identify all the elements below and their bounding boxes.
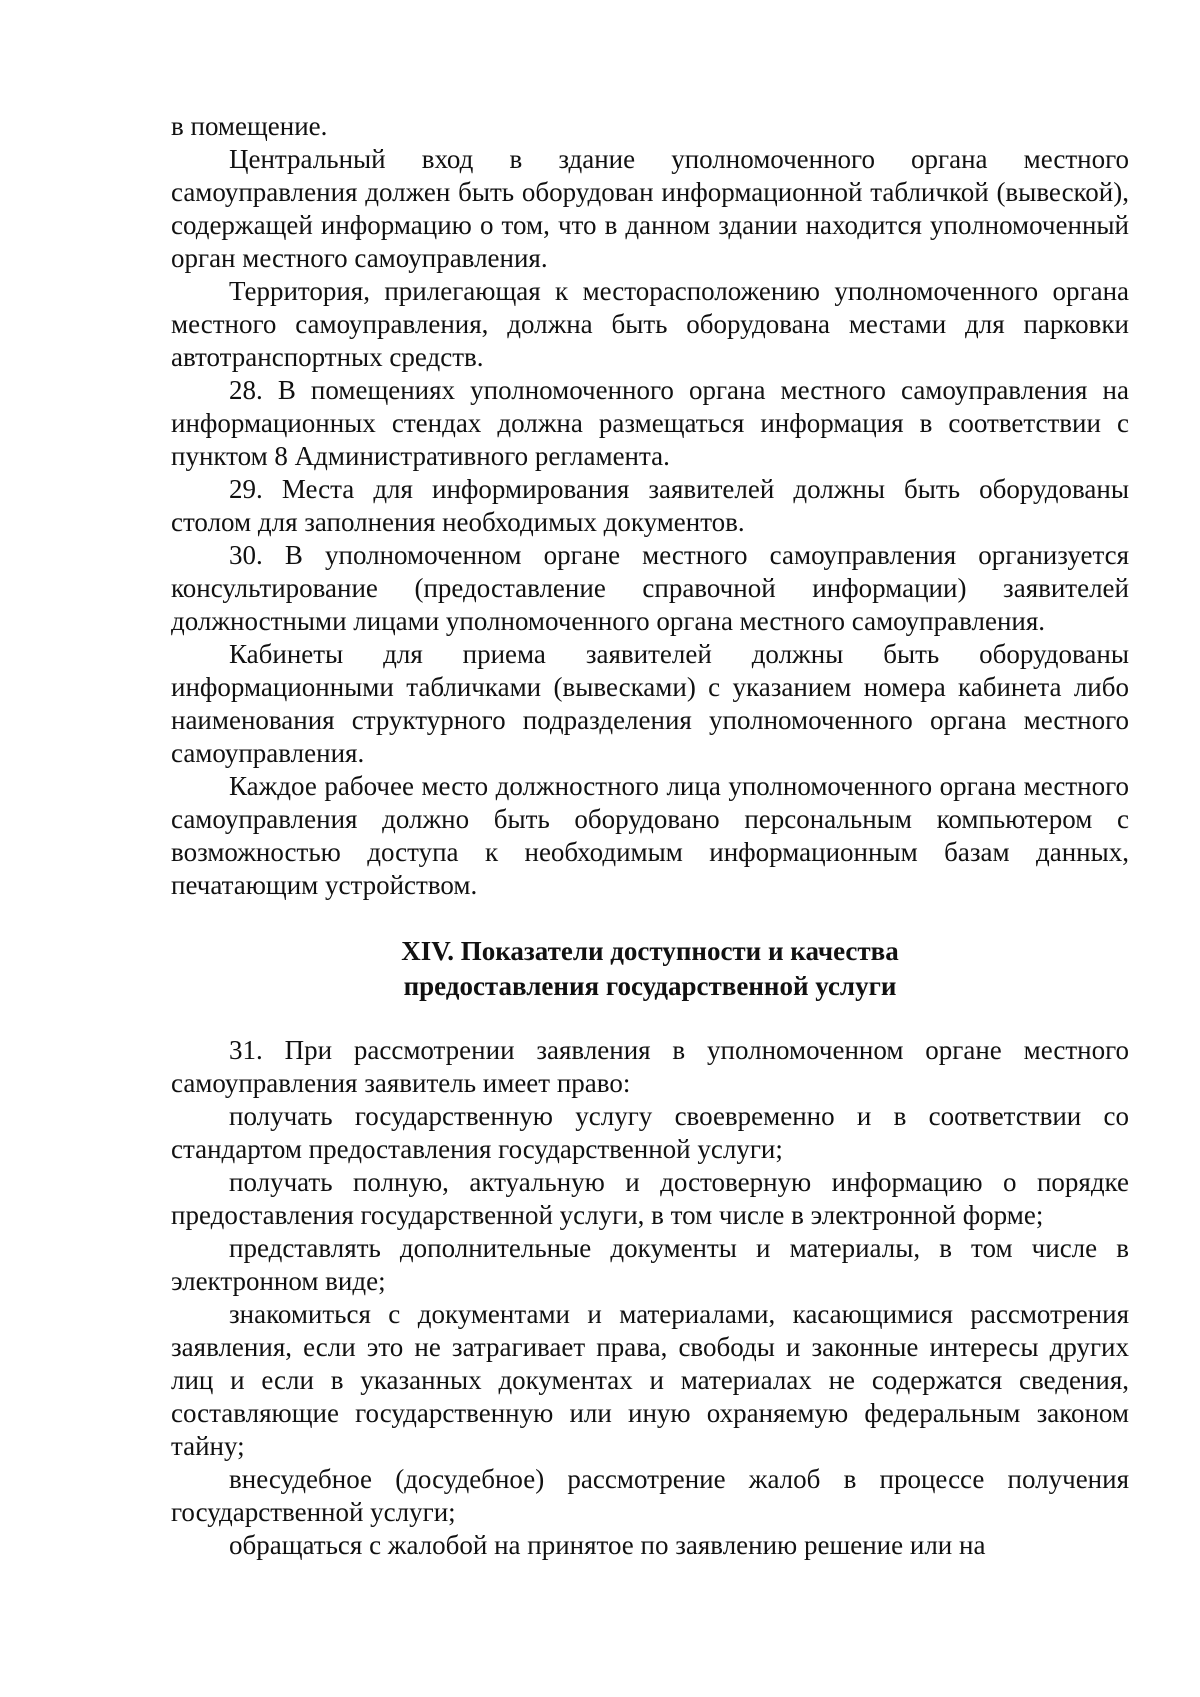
- paragraph-28-info-stands: 28. В помещениях уполномоченного органа местного самоуправления на информационных стендах должна размещаться информация в соответствии с пунктом 8 Административного регламента.: [171, 375, 1129, 471]
- paragraph-right-timely: получать государственную услугу своевременно и в соответствии со стандартом предоставления государственной услуги;: [171, 1101, 1129, 1164]
- paragraph-cabinets: Кабинеты для приема заявителей должны быть оборудованы информационными табличками (вывесками) с указанием номера кабинета либо наименования структурного подразделения уполномоченного органа местного самоуправления.: [171, 639, 1129, 768]
- paragraph-29-info-places: 29. Места для информирования заявителей должны быть оборудованы столом для заполнения необходимых документов.: [171, 474, 1129, 537]
- section-heading: [171, 934, 1129, 1004]
- section-heading-line-2: предоставления государственной услуги: [403, 971, 897, 1001]
- section-heading-line-1: XIV. Показатели доступности и качества: [401, 936, 899, 966]
- paragraph-right-familiarize: знакомиться с документами и материалами, касающимися рассмотрения заявления, если это не затрагивает права, свободы и законные интересы других лиц и если в указанных документах и материалах не содержатся сведения, составляющие государственную или иную охраняемую федеральным законом тайну;: [171, 1299, 1129, 1461]
- paragraph-30-consulting: 30. В уполномоченном органе местного самоуправления организуется консультирование (предоставление справочной информации) заявителей должностными лицами уполномоченного органа местного самоуправления.: [171, 540, 1129, 636]
- paragraph-central-entrance: Центральный вход в здание уполномоченного органа местного самоуправления должен быть оборудован информационной табличкой (вывеской), содержащей информацию о том, что в данном здании находится уполномоченный орган местного самоуправления.: [171, 144, 1129, 273]
- paragraph-continuation: в помещение.: [171, 111, 328, 141]
- paragraph-right-appeal: обращаться с жалобой на принятое по заявлению решение или на: [229, 1530, 986, 1560]
- paragraph-right-documents: представлять дополнительные документы и материалы, в том числе в электронном виде;: [171, 1233, 1129, 1296]
- paragraph-31-rights: 31. При рассмотрении заявления в уполномоченном органе местного самоуправления заявитель имеет право:: [171, 1035, 1129, 1098]
- document-page: [171, 110, 1129, 1562]
- paragraph-right-information: получать полную, актуальную и достоверную информацию о порядке предоставления государственной услуги, в том числе в электронной форме;: [171, 1167, 1129, 1230]
- paragraph-territory-parking: Территория, прилегающая к месторасположению уполномоченного органа местного самоуправления, должна быть оборудована местами для парковки автотранспортных средств.: [171, 276, 1129, 372]
- paragraph-workplace: Каждое рабочее место должностного лица уполномоченного органа местного самоуправления должно быть оборудовано персональным компьютером с возможностью доступа к необходимым информационным базам данных, печатающим устройством.: [171, 771, 1129, 900]
- paragraph-right-complaints: внесудебное (досудебное) рассмотрение жалоб в процессе получения государственной услуги;: [171, 1464, 1129, 1527]
